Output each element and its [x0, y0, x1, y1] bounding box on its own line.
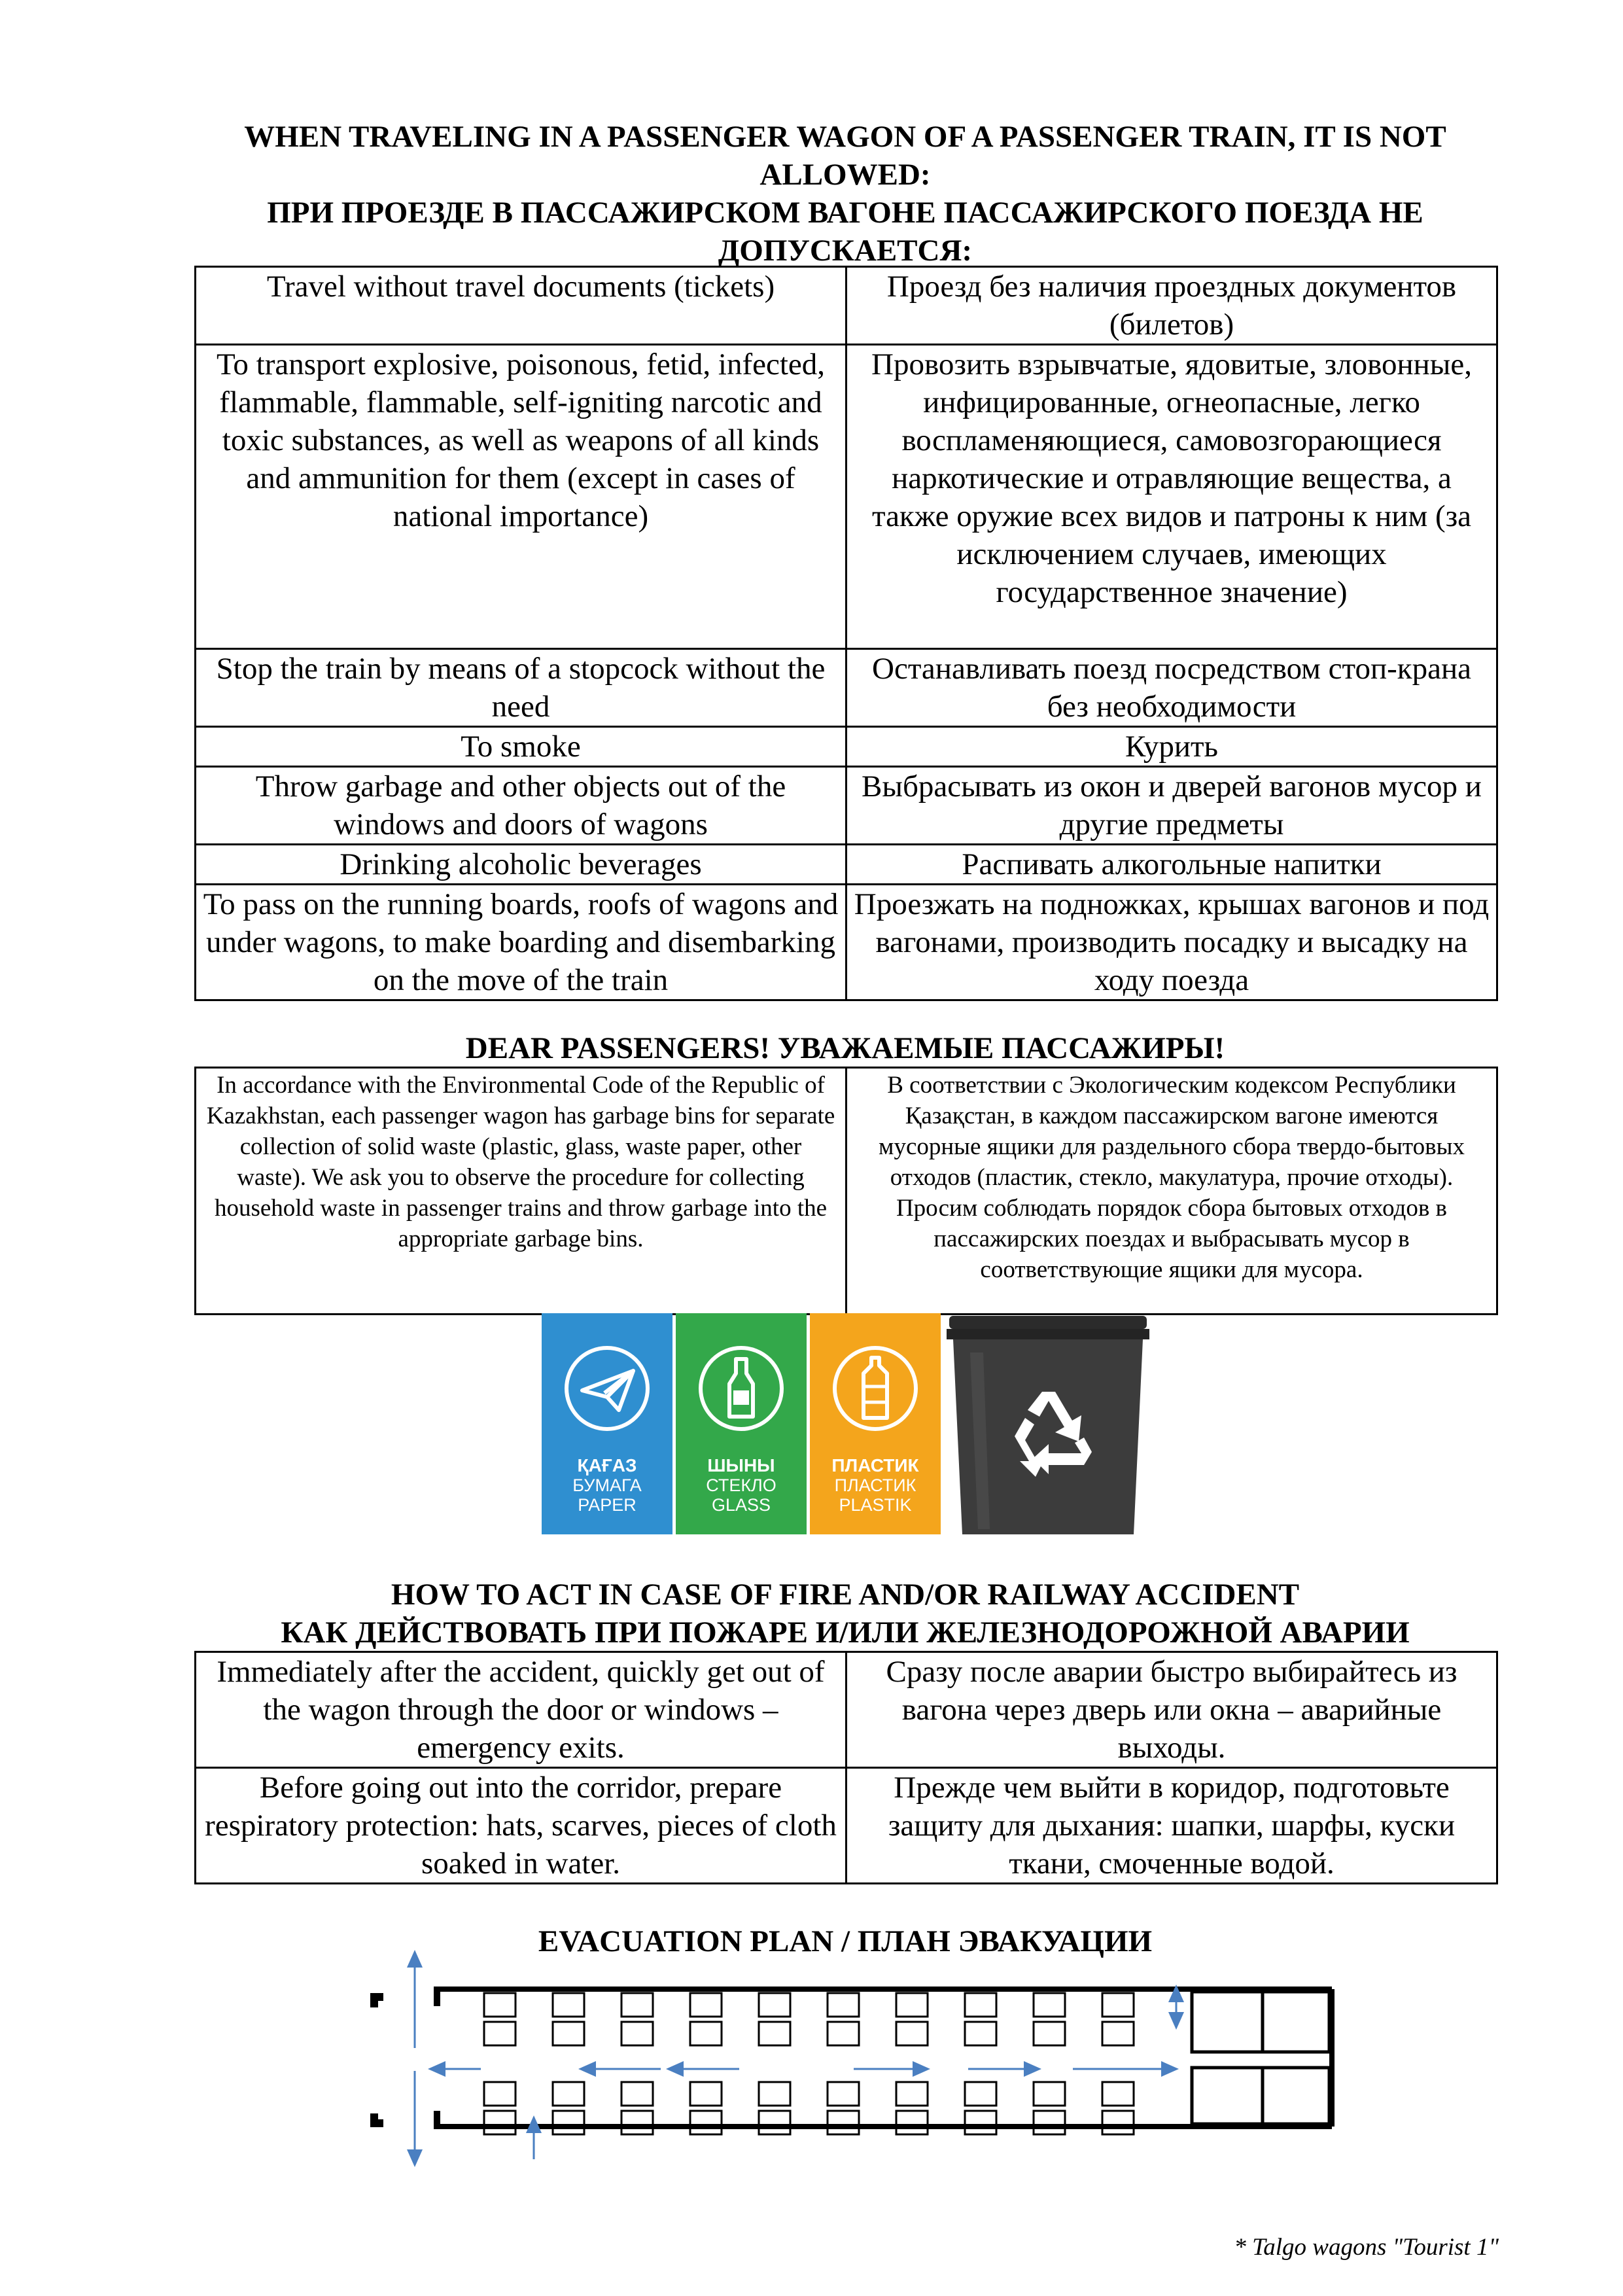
- seat: [896, 1993, 928, 2017]
- table-row: [196, 1068, 1497, 1315]
- waste-notice-table: [194, 1067, 1498, 1315]
- plastic-bin-label: [810, 1456, 941, 1515]
- evacuation-heading: [194, 1922, 1496, 1960]
- seat: [1102, 2022, 1134, 2045]
- rule-en: Throw garbage and other objects out of the windows and doors of wagons: [196, 767, 846, 845]
- bin-label-en: PAPER: [578, 1495, 637, 1515]
- other-waste-bin: [944, 1313, 1152, 1534]
- bin-label-kz: ҚАҒАЗ: [577, 1455, 637, 1475]
- seat: [553, 2111, 584, 2134]
- seat: [553, 1993, 584, 2017]
- paper-bin: [542, 1313, 672, 1534]
- prohibited-heading: [194, 118, 1496, 270]
- seat: [828, 2082, 859, 2106]
- table-row: [196, 727, 1497, 767]
- rule-en: Stop the train by means of a stopcock without the need: [196, 649, 846, 727]
- seat: [828, 1993, 859, 2017]
- rule-en: To transport explosive, poisonous, fetid, infected, flammable, flammable, self-igniting narcotic and toxic substances, as well as weapons of all kinds and ammunition for them (except in cases of national importance): [196, 345, 846, 649]
- bin-label-en: PLASTIK: [839, 1495, 912, 1515]
- heading-ru-line2: ДОПУСКАЕТСЯ:: [718, 234, 973, 268]
- table-row: [196, 1768, 1497, 1884]
- rule-ru: Провозить взрывчатые, ядовитые, зловонные, инфицированные, огнеопасные, легко воспламеняющиеся, самовозгорающиеся наркотические и отравляющие вещества, а также оружие всех видов и патроны к ним (за исключением случаев, имеющих государственное значение): [846, 345, 1497, 649]
- rule-ru: Проезжать на подножках, крышах вагонов и под вагонами, производить посадку и высадку на ходу поезда: [846, 885, 1497, 1000]
- seat: [828, 2111, 859, 2134]
- rule-ru: Курить: [846, 727, 1497, 767]
- bin-label-ru: СТЕКЛО: [706, 1475, 777, 1495]
- seat: [965, 1993, 996, 2017]
- table-row: [196, 885, 1497, 1000]
- table-row: [196, 767, 1497, 845]
- footnote: * Talgo wagons "Tourist 1": [1234, 2234, 1499, 2261]
- instruction-ru: Сразу после аварии быстро выбирайтесь из вагона через дверь или окна – аварийные выходы.: [846, 1652, 1497, 1768]
- seat: [965, 2022, 996, 2045]
- seat: [965, 2111, 996, 2134]
- rule-en: Travel without travel documents (tickets): [196, 267, 846, 345]
- seat: [484, 2111, 515, 2134]
- glass-bin: [676, 1313, 807, 1534]
- notice-ru: В соответствии с Экологическим кодексом Республики Қазақстан, в каждом пассажирском вагоне имеются мусорные ящики для раздельного сбора твердо-бытовых отходов (пластик, стекло, макулатура, прочие отходы). Просим соблюдать порядок сбора бытовых отходов в пассажирских поездах и выбрасывать мусор в соответствующие ящики для мусора.: [846, 1068, 1497, 1315]
- seat: [1034, 2022, 1065, 2045]
- seat: [621, 2111, 653, 2134]
- table-row: [196, 649, 1497, 727]
- instruction-en: Before going out into the corridor, prepare respiratory protection: hats, scarves, pieces of cloth soaked in water.: [196, 1768, 846, 1884]
- instruction-ru: Прежде чем выйти в коридор, подготовьте защиту для дыхания: шапки, шарфы, куски ткани, смоченные водой.: [846, 1768, 1497, 1884]
- table-row: [196, 345, 1497, 649]
- rule-ru: Выбрасывать из окон и дверей вагонов мусор и другие предметы: [846, 767, 1497, 845]
- seat: [896, 2082, 928, 2106]
- bin-label-ru: ПЛАСТИК: [834, 1475, 916, 1495]
- seat: [484, 2022, 515, 2045]
- wagon-outline: [374, 1987, 1332, 2129]
- seat: [621, 2082, 653, 2106]
- plastic-bin: [810, 1313, 941, 1534]
- evacuation-arrows: [415, 1958, 1176, 2159]
- seat: [690, 2111, 722, 2134]
- end-compartments: [1192, 1992, 1329, 2124]
- seat: [690, 1993, 722, 2017]
- seat: [759, 2082, 790, 2106]
- seat: [553, 2022, 584, 2045]
- waste-bins-graphic: [542, 1313, 1152, 1534]
- fire-heading-ru: КАК ДЕЙСТВОВАТЬ ПРИ ПОЖАРЕ И/ИЛИ ЖЕЛЕЗНОДОРОЖНОЙ АВАРИИ: [281, 1616, 1410, 1650]
- seat: [965, 2082, 996, 2106]
- seat: [896, 2111, 928, 2134]
- bin-label-kz: ПЛАСТИК: [831, 1455, 919, 1475]
- seat: [1102, 2082, 1134, 2106]
- seat: [759, 2111, 790, 2134]
- seat: [621, 1993, 653, 2017]
- bin-label-ru: БУМАГА: [572, 1475, 642, 1495]
- seat: [828, 2022, 859, 2045]
- instruction-en: Immediately after the accident, quickly get out of the wagon through the door or windows – emergency exits.: [196, 1652, 846, 1768]
- seat: [759, 1993, 790, 2017]
- rule-en: To pass on the running boards, roofs of wagons and under wagons, to make boarding and disembarking on the move of the train: [196, 885, 846, 1000]
- seat: [1102, 2111, 1134, 2134]
- rule-ru: Проезд без наличия проездных документов (билетов): [846, 267, 1497, 345]
- seat-rows: [484, 1993, 1134, 2134]
- table-row: [196, 267, 1497, 345]
- bin-label-en: GLASS: [711, 1495, 771, 1515]
- black-bin-graphic: [944, 1313, 1152, 1534]
- heading-ru-line1: ПРИ ПРОЕЗДЕ В ПАССАЖИРСКОМ ВАГОНЕ ПАССАЖИРСКОГО ПОЕЗДА НЕ: [267, 196, 1423, 230]
- seat: [690, 2022, 722, 2045]
- table-row: [196, 1652, 1497, 1768]
- seat: [484, 1993, 515, 2017]
- seat: [553, 2082, 584, 2106]
- fire-heading-en: HOW TO ACT IN CASE OF FIRE AND/OR RAILWAY ACCIDENT: [391, 1578, 1300, 1612]
- prohibited-table: [194, 266, 1498, 1001]
- paper-bin-label: [542, 1456, 672, 1515]
- table-row: [196, 845, 1497, 885]
- rule-ru: Распивать алкогольные напитки: [846, 845, 1497, 885]
- seat: [1034, 1993, 1065, 2017]
- heading-en-line2: ALLOWED:: [759, 158, 931, 192]
- seat: [1102, 1993, 1134, 2017]
- seat: [896, 2022, 928, 2045]
- glass-bin-label: [676, 1456, 807, 1515]
- rule-en: Drinking alcoholic beverages: [196, 845, 846, 885]
- bin-label-kz: ШЫНЫ: [707, 1455, 775, 1475]
- heading-en-line1: WHEN TRAVELING IN A PASSENGER WAGON OF A PASSENGER TRAIN, IT IS NOT: [244, 120, 1446, 154]
- seat: [621, 2022, 653, 2045]
- rule-ru: Останавливать поезд посредством стоп-крана без необходимости: [846, 649, 1497, 727]
- fire-heading: [194, 1576, 1496, 1651]
- rule-en: To smoke: [196, 727, 846, 767]
- dear-passengers-heading: [194, 1029, 1496, 1067]
- seat: [690, 2082, 722, 2106]
- notice-en: In accordance with the Environmental Code of the Republic of Kazakhstan, each passenger wagon has garbage bins for separate collection of solid waste (plastic, glass, waste paper, other waste). We ask you to observe the procedure for collecting household waste in passenger trains and throw garbage into the appropriate garbage bins.: [196, 1068, 846, 1315]
- evacuation-title: EVACUATION PLAN / ПЛАН ЭВАКУАЦИИ: [538, 1924, 1153, 1958]
- seat: [484, 2082, 515, 2106]
- fire-instructions-table: [194, 1651, 1498, 1884]
- dear-passengers-title: DEAR PASSENGERS! УВАЖАЕМЫЕ ПАССАЖИРЫ!: [465, 1031, 1225, 1065]
- seat: [1034, 2082, 1065, 2106]
- seat: [1034, 2111, 1065, 2134]
- seat: [759, 2022, 790, 2045]
